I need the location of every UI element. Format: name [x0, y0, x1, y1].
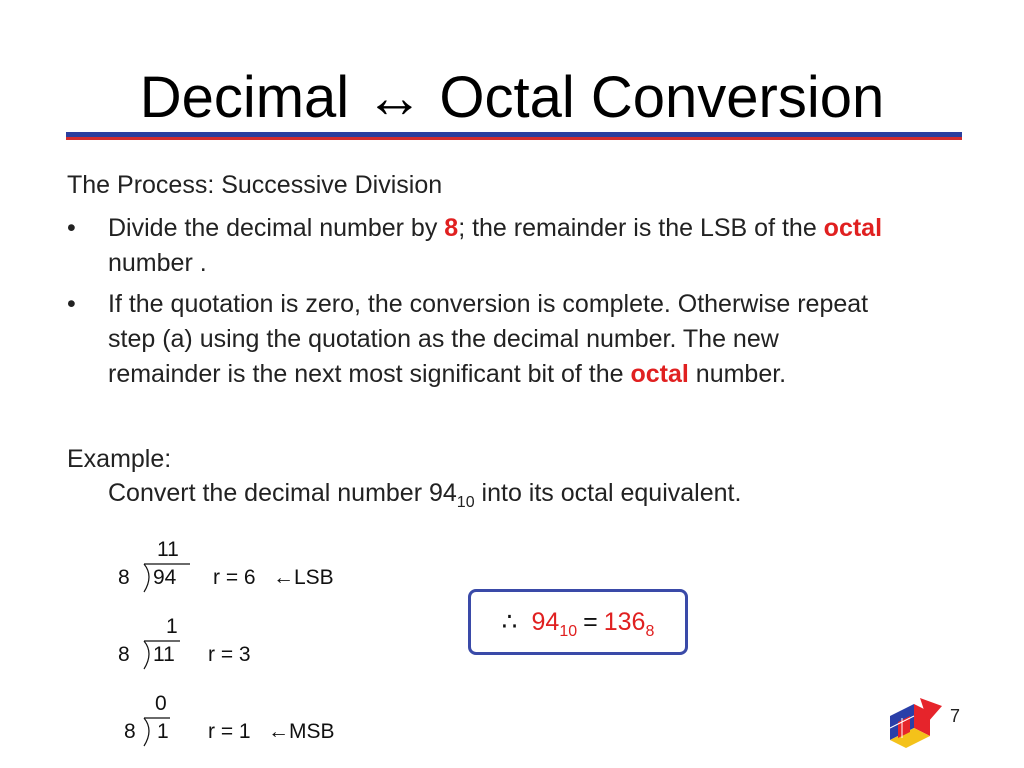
- page-number: 7: [950, 706, 961, 726]
- bullet-marker: •: [67, 214, 76, 242]
- bullet-2-line-1: If the quotation is zero, the conversion is complete. Otherwise repeat: [108, 290, 869, 318]
- lsb-tag: ←LSB: [273, 566, 334, 589]
- remainder: r = 6: [213, 566, 256, 589]
- dividend: 1: [157, 720, 169, 743]
- msb-tag: ←MSB: [268, 720, 335, 743]
- bullet-2-line-3b: number.: [688, 360, 787, 388]
- result-decimal-base: 10: [559, 623, 578, 640]
- divisor: 8: [118, 566, 130, 589]
- division-step-3: [120, 690, 380, 750]
- quotient: 1: [166, 615, 178, 638]
- therefore-symbol: ∴: [501, 608, 518, 636]
- divisor: 8: [124, 720, 136, 743]
- dividend: 94: [153, 566, 177, 589]
- dividend: 11: [153, 643, 175, 666]
- title-underline-red: [66, 137, 962, 140]
- result-box: [468, 589, 688, 655]
- result-octal: 136: [603, 608, 646, 636]
- bullet-1-octal: octal: [823, 214, 883, 242]
- bullet-2-line-2: step (a) using the quotation as the decimal number. The new: [108, 325, 779, 353]
- bullet-2: [108, 287, 1008, 392]
- bullet-2-octal: octal: [630, 360, 689, 388]
- division-step-2: [110, 613, 370, 673]
- slide-title: Decimal ↔ Octal Conversion: [139, 65, 885, 130]
- bullet-2-line-3a: remainder is the next most significant bit of the: [108, 360, 631, 388]
- equals-sign: =: [583, 608, 598, 636]
- example-text-a: Convert the decimal number 94: [108, 479, 457, 507]
- bullet-1-text-b: ; the remainder is the LSB of the: [458, 214, 824, 242]
- bullet-marker: •: [67, 290, 76, 318]
- result-decimal: 94: [531, 608, 560, 636]
- process-heading: The Process: Successive Division: [67, 171, 443, 199]
- bullet-1-text-a: Divide the decimal number by: [108, 214, 445, 242]
- division-step-1: [110, 536, 370, 596]
- example-base: 10: [456, 494, 475, 511]
- logo-icon: [884, 694, 944, 750]
- example-label: Example:: [67, 445, 172, 473]
- quotient: 0: [155, 692, 167, 715]
- example-text: [108, 476, 741, 511]
- divisor: 8: [118, 643, 130, 666]
- bullet-1-divisor: 8: [444, 214, 459, 242]
- bullet-1-text-c: number .: [108, 249, 207, 277]
- quotient: 11: [157, 538, 179, 561]
- result-octal-base: 8: [645, 623, 655, 640]
- remainder: r = 1: [208, 720, 251, 743]
- remainder: r = 3: [208, 643, 251, 666]
- bullet-1: [108, 211, 1008, 281]
- example-text-b: into its octal equivalent.: [474, 479, 742, 507]
